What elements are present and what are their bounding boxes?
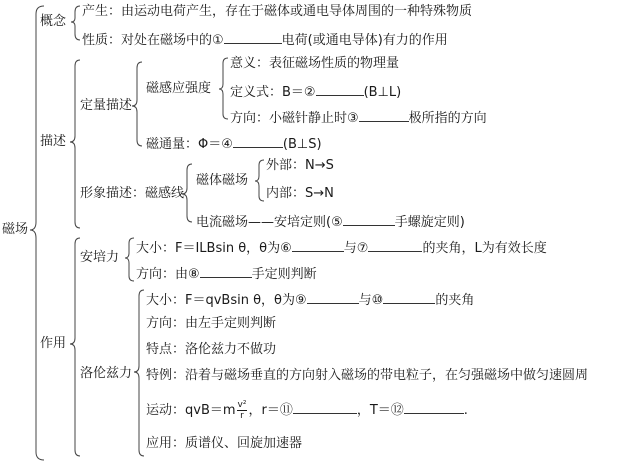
magnet-outer: 外部：N→S	[266, 158, 334, 173]
b-definition-a: 定义式：B＝②	[230, 85, 316, 100]
ampere-size-a: 大小：F＝ILBsin θ，θ为⑥	[136, 241, 292, 256]
fraction-numerator: v²	[237, 400, 247, 410]
b-definition-b: (B⊥L)	[363, 85, 402, 100]
effect-label: 作用	[40, 336, 67, 351]
ampere-size	[136, 238, 547, 257]
lorentz-special: 特例：沿着与磁场垂直的方向射入磁场的带电粒子，在匀强磁场中做匀速圆周	[146, 368, 589, 383]
quant-label: 定量描述	[80, 98, 133, 113]
ampere-direction	[136, 264, 317, 283]
b-direction-a: 方向：小磁针静止时③	[230, 111, 359, 126]
current-field	[196, 212, 465, 231]
lorentz-application: 应用：质谱仪、回旋加速器	[146, 436, 303, 451]
blank-11	[293, 400, 357, 414]
concept-property-a: 性质：对处在磁场中的①	[82, 33, 224, 48]
blank-5	[343, 212, 395, 226]
fraction	[237, 400, 248, 421]
lorentz-size-c: 的夹角	[435, 293, 475, 308]
ampere-size-c: 的夹角，L为有效长度	[422, 241, 547, 256]
image-label: 形象描述：磁感线	[80, 186, 185, 201]
describe-label: 描述	[40, 134, 67, 149]
ampere-label: 安培力	[80, 250, 120, 265]
magnet-field-label: 磁体磁场	[196, 173, 249, 188]
lorentz-direction: 方向：由左手定则判断	[146, 316, 277, 331]
lorentz-feature: 特点：洛伦兹力不做功	[146, 342, 277, 357]
blank-6	[292, 238, 344, 252]
lorentz-label: 洛伦兹力	[80, 366, 133, 381]
lorentz-motion-d: .	[463, 403, 468, 418]
blank-12	[404, 400, 464, 414]
ampere-size-b: 与⑦	[343, 241, 369, 256]
blank-8	[200, 264, 252, 278]
fraction-denominator: r	[240, 411, 244, 421]
blank-9	[307, 290, 359, 304]
concept-label: 概念	[40, 14, 67, 29]
b-meaning: 意义：表征磁场性质的物理量	[230, 56, 400, 71]
b-definition	[230, 82, 401, 101]
ampere-direction-a: 方向：由⑧	[136, 267, 200, 282]
blank-2	[316, 82, 364, 96]
b-direction-b: 极所指的方向	[408, 111, 487, 126]
lorentz-size	[146, 290, 474, 309]
concept-production: 产生：由运动电荷产生，存在于磁体或通电导体周围的一种特殊物质	[82, 4, 473, 19]
blank-1	[224, 30, 282, 44]
flux	[146, 134, 322, 153]
lorentz-motion-b: ，r＝⑪	[248, 403, 293, 418]
b-direction	[230, 108, 487, 127]
concept-property-b: 电荷(或通电导体)有力的作用	[281, 33, 448, 48]
current-field-b: 手螺旋定则)	[394, 215, 465, 230]
root-label: 磁场	[2, 222, 29, 237]
lorentz-size-b: 与⑩	[358, 293, 384, 308]
flux-a: 磁通量：Φ＝④	[146, 137, 233, 152]
b-label: 磁感应强度	[146, 81, 212, 96]
blank-7	[368, 238, 422, 252]
lorentz-size-a: 大小：F＝qvBsin θ，θ为⑨	[146, 293, 307, 308]
flux-b: (B⊥S)	[282, 137, 322, 152]
blank-10	[383, 290, 435, 304]
blank-3	[359, 108, 409, 122]
concept-property	[82, 30, 448, 49]
blank-4	[233, 134, 283, 148]
lorentz-motion	[146, 400, 468, 421]
magnet-inner: 内部：S→N	[266, 186, 334, 201]
lorentz-motion-c: ，T＝⑫	[356, 403, 404, 418]
ampere-direction-b: 手定则判断	[251, 267, 317, 282]
current-field-a: 电流磁场——安培定则(⑤	[196, 215, 343, 230]
lorentz-motion-a: 运动：qvB＝m	[146, 403, 236, 418]
